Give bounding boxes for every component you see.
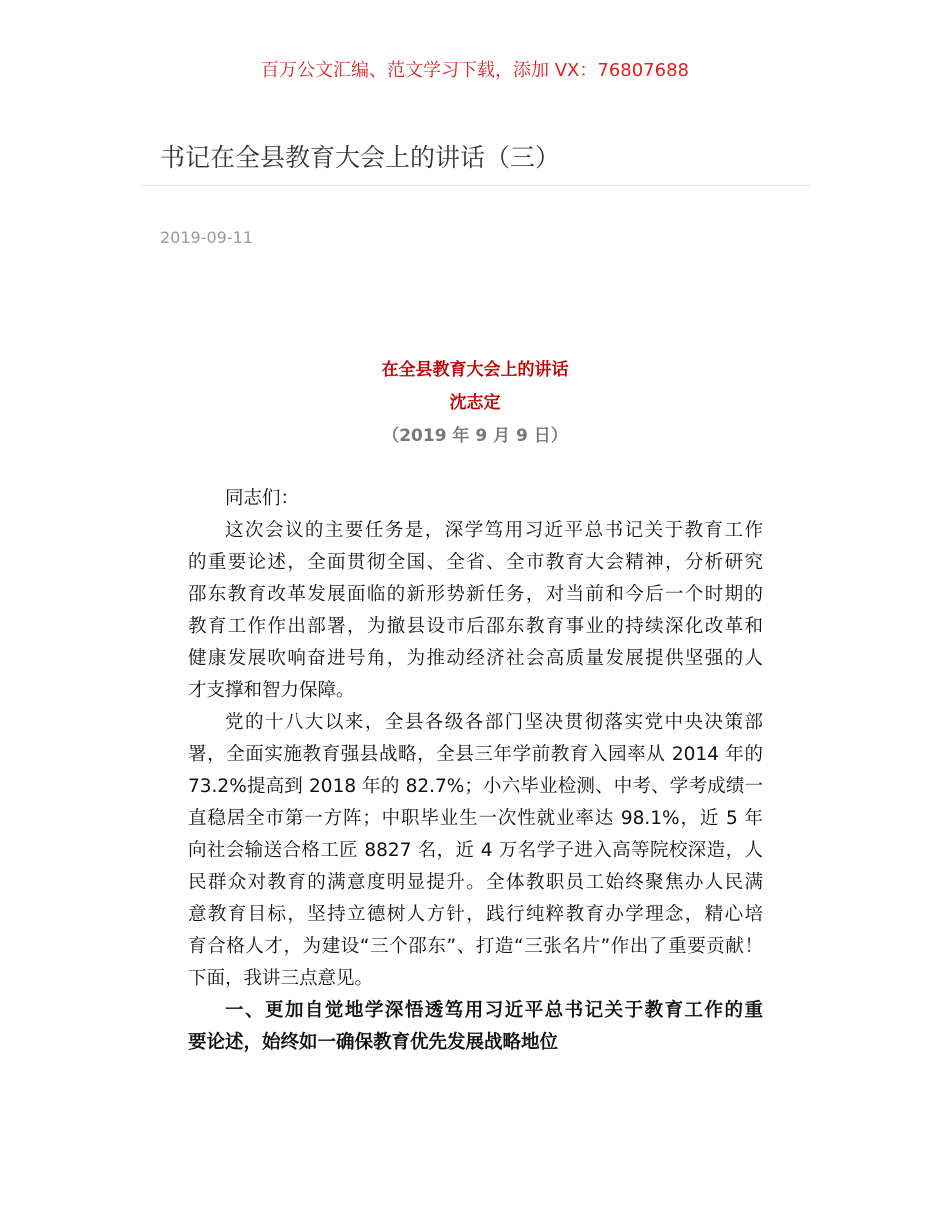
paragraph-1 (188, 515, 763, 707)
text-line: 署，全面实施教育强县战略，全县三年学前教育入园率从 2014 年的 (188, 744, 763, 765)
page-title: 书记在全县教育大会上的讲话（三） (160, 143, 561, 172)
text-line: 直稳居全市第一方阵；中职毕业生一次性就业率达 98.1%，近 5 年 (188, 808, 763, 829)
text-line: 向社会输送合格工匠 8827 名，近 4 万名学子进入高等院校深造，人 (188, 840, 763, 861)
section-heading-1 (188, 995, 763, 1059)
divider (140, 185, 810, 186)
document-body (188, 483, 763, 1059)
text-line: 邵东教育改革发展面临的新形势新任务，对当前和今后一个时期的 (188, 584, 763, 605)
text-line: 民群众对教育的满意度明显提升。全体教职员工始终聚焦办人民满 (188, 872, 763, 893)
promo-banner: 百万公文汇编、范文学习下载，添加 VX：76807688 (261, 60, 689, 81)
text-line: 党的十八大以来，全县各级各部门坚决贯彻落实党中央决策部 (225, 712, 763, 733)
text-line: 教育工作作出部署，为撤县设市后邵东教育事业的持续深化改革和 (188, 616, 763, 637)
publish-date: 2019-09-11 (160, 228, 253, 247)
text-line: 才支撑和智力保障。 (188, 680, 355, 701)
text-line: 育合格人才，为建设“三个邵东”、打造“三张名片”作出了重要贡献！ (188, 936, 763, 957)
text-line: 下面，我讲三点意见。 (188, 968, 374, 989)
text-line: 一、更加自觉地学深悟透笃用习近平总书记关于教育工作的重 (225, 1000, 763, 1021)
text-line: 的重要论述，全面贯彻全国、全省、全市教育大会精神，分析研究 (188, 552, 763, 573)
speech-speaker: 沈志定 (449, 393, 501, 413)
speech-date: （2019 年 9 月 9 日） (382, 426, 568, 446)
speech-heading: 在全县教育大会上的讲话 (381, 360, 569, 380)
text-line: 要论述，始终如一确保教育优先发展战略地位 (188, 1032, 559, 1053)
greeting: 同志们： (225, 488, 300, 509)
text-line: 意教育目标，坚持立德树人方针，践行纯粹教育办学理念，精心培 (188, 904, 763, 925)
text-line: 73.2%提高到 2018 年的 82.7%；小六毕业检测、中考、学考成绩一 (188, 776, 763, 797)
paragraph-2 (188, 707, 763, 995)
text-line: 健康发展吹响奋进号角，为推动经济社会高质量发展提供坚强的人 (188, 648, 763, 669)
text-line: 这次会议的主要任务是，深学笃用习近平总书记关于教育工作 (225, 520, 763, 541)
